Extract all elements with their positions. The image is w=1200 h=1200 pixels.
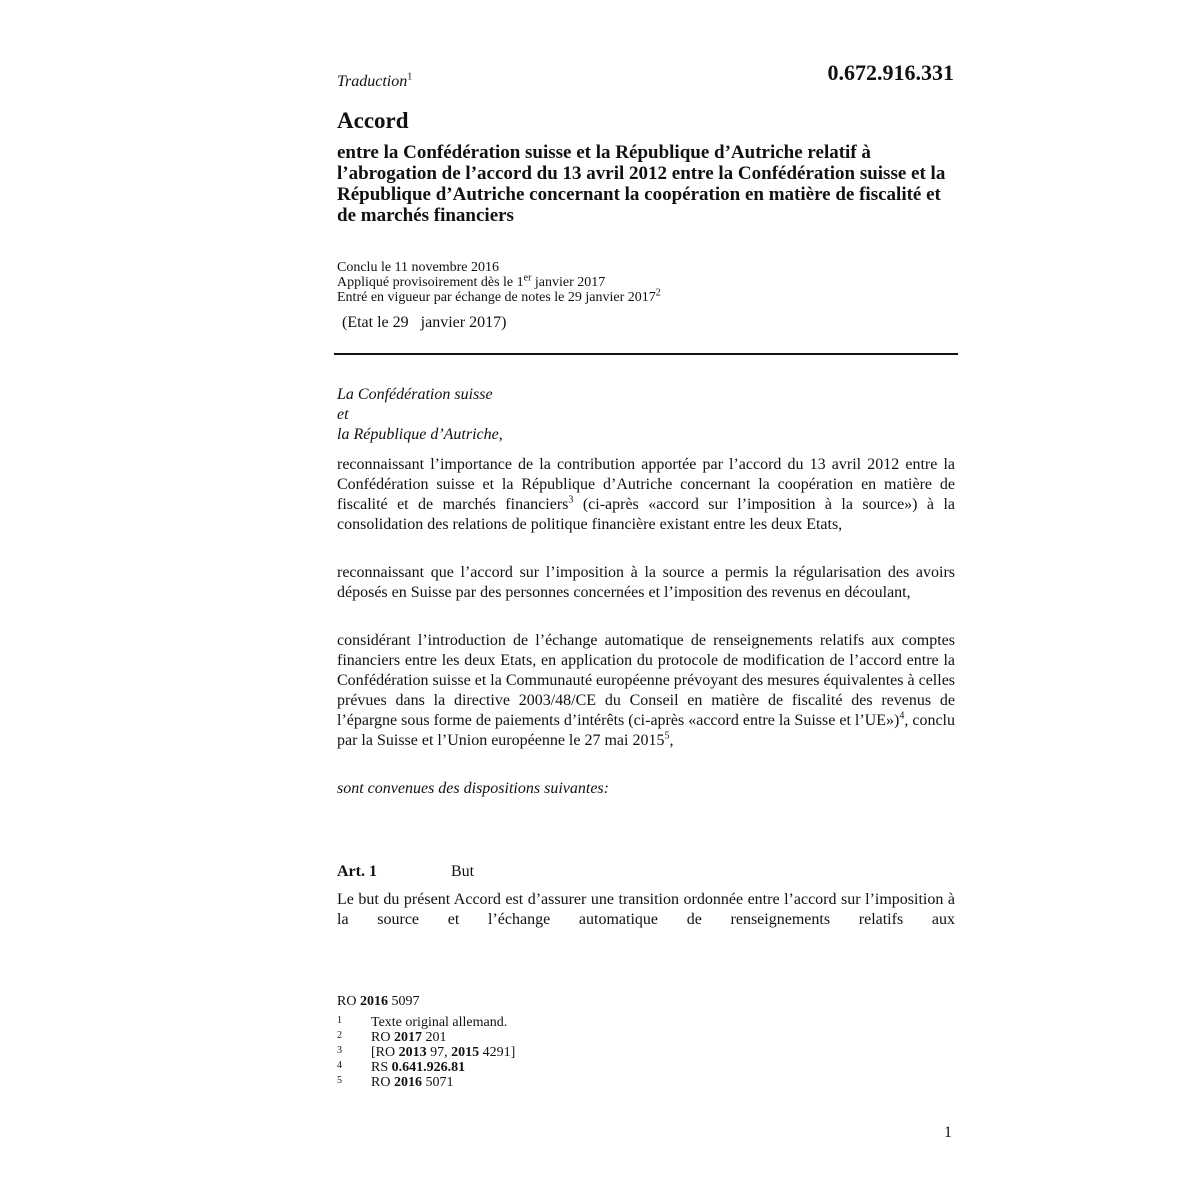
article-number: Art. 1 xyxy=(337,863,377,880)
preamble-paragraph-3: considérant l’introduction de l’échange automatique de renseignements relatifs aux comptes financiers entre les deux Etats, en application du protocole de modification de l’accord entre la Confédération suisse et la Communauté européenne prévoyant des mesures équivalentes à celles prévues dans la directive 2003/48/CE du Conseil en matière de fiscalité des revenus de l’épargne sous forme de paiements d’intérêts (ci-après «accord entre la Suisse et l’UE»)$^4$, conclu par la Suisse et l’Union européenne le 27 mai 2015$^5$, xyxy=(337,632,956,749)
preamble-paragraph-1: reconnaissant l’importance de la contribution apportée par l’accord du 13 avril 2012 entre la Confédération suisse et la République d’Autriche concernant la coopération en matière de fiscalité et de marchés financiers$^3$ (ci-après «accord sur l’imposition à la source») à la consolidation des relations de politique financière existant entre les deux Etats, xyxy=(337,456,955,533)
page-number: 1 xyxy=(944,1124,952,1141)
parties-block xyxy=(337,385,503,445)
footnote-item: 1 Texte original allemand. xyxy=(337,1015,508,1030)
party-1: La Confédération suisse xyxy=(337,386,493,403)
horizontal-divider xyxy=(334,353,958,355)
article-body: Le but du présent Accord est d’assurer une transition ordonnée entre l’accord sur l’imposition à la source et l’échange automatique de renseignements relatifs aux xyxy=(337,891,955,928)
conclu-date: Conclu le 11 novembre 2016 xyxy=(337,260,500,275)
footnote-ref-4: 4 xyxy=(899,710,905,722)
preamble-conclusion: sont convenues des dispositions suivantes: xyxy=(337,780,609,797)
footnote-ref-3: 3 xyxy=(568,494,574,506)
footnote-item: 5 RO 2016 5071 xyxy=(337,1075,454,1090)
traduction-label xyxy=(337,73,412,91)
vigueur-date: Entré en vigueur par échange de notes le 29 janvier 2017$^2$ xyxy=(337,287,661,305)
traduction-text: Traduction xyxy=(337,73,408,90)
etat-date: (Etat le 29 janvier 2017) xyxy=(338,314,507,331)
rs-number: 0.672.916.331 xyxy=(827,60,954,85)
footnote-ref-1: 1 xyxy=(407,71,413,83)
footnote-item: 3 [RO 2013 97, 2015 4291] xyxy=(337,1045,516,1060)
footnotes-list xyxy=(337,1015,515,1090)
footnote-ref-2: 2 xyxy=(655,287,661,299)
document-title: Accord xyxy=(337,108,409,133)
footnote-ref-5: 5 xyxy=(664,730,670,742)
party-conjunction: et xyxy=(337,406,349,423)
footnote-item: 2 RO 2017 201 xyxy=(337,1030,447,1045)
footnote-item: 4 RS 0.641.926.81 xyxy=(337,1060,466,1075)
preamble-paragraph-2: reconnaissant que l’accord sur l’imposition à la source a permis la régularisation des avoirs déposés en Suisse par des personnes concernées et l’imposition des revenus en découlant, xyxy=(337,564,955,601)
ro-reference: RO 2016 5097 xyxy=(337,994,420,1009)
applique-date: Appliqué provisoirement dès le 1er janvier 2017 xyxy=(337,272,606,290)
dates-block xyxy=(337,260,661,305)
document-subtitle: entre la Confédération suisse et la République d’Autriche relatif à l’abrogation de l’accord du 13 avril 2012 entre la Confédération suisse et la République d’Autriche concernant la coopération en matière de fiscalité et de marchés financiers xyxy=(337,142,946,226)
party-2: la République d’Autriche, xyxy=(337,426,503,443)
article-title: But xyxy=(451,863,475,880)
